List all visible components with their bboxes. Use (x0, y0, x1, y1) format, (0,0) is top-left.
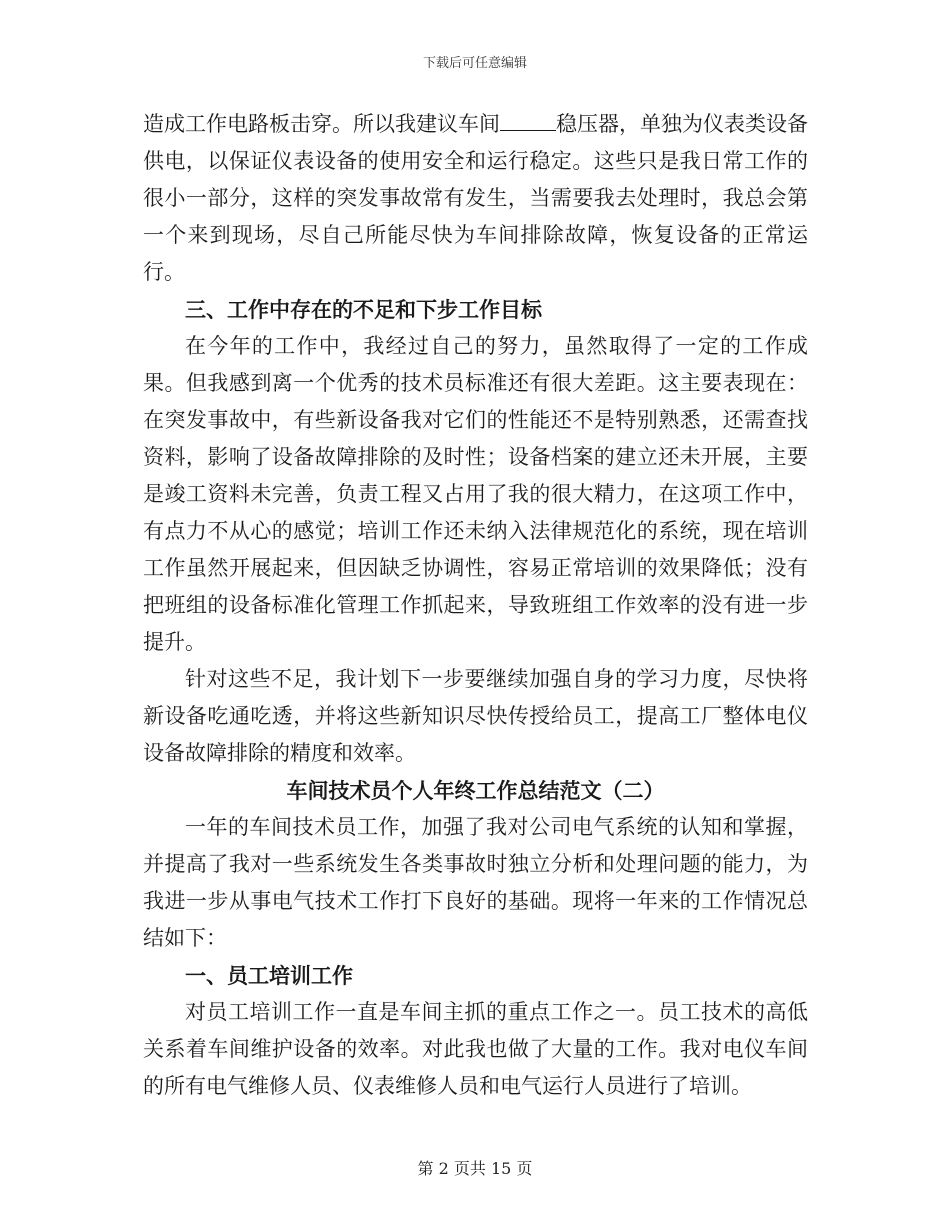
document-body (143, 106, 808, 1105)
paragraph-text: 造成工作电路板击穿。所以我建议车间 (143, 112, 500, 136)
paragraph: 一年的车间技术员工作，加强了我对公司电气系统的认知和掌握，并提高了我对一些系统发生各类事故时独立分析和处理问题的能力，为我进一步从事电气技术工作打下良好的基础。现将一年来的工作情况总结如下： (143, 815, 808, 950)
section-heading: 一、员工培训工作 (185, 963, 353, 988)
paragraph: 对员工培训工作一直是车间主抓的重点工作之一。员工技术的高低关系着车间维护设备的效率。对此我也做了大量的工作。我对电仪车间的所有电气维修人员、仪表维修人员和电气运行人员进行了培训。 (143, 1000, 808, 1098)
paragraph: 针对这些不足，我计划下一步要继续加强自身的学习力度，尽快将新设备吃通吃透，并将这些新知识尽快传授给员工，提高工厂整体电仪设备故障排除的精度和效率。 (143, 667, 808, 765)
paragraph-text: 稳压器，单独为仪表类设备供电，以保证仪表设备的使用安全和运行稳定。这些只是我日常工作的很小一部分，这样的突发事故常有发生，当需要我去处理时，我总会第一个来到现场，尽自己所能尽快为车间排除故障，恢复设备的正常运行。 (143, 112, 808, 284)
paragraph (143, 106, 808, 291)
page-number: 第 2 页共 15 页 (417, 1159, 533, 1178)
page-header: 下载后可任意编辑 (422, 56, 527, 71)
article-title: 车间技术员个人年终工作总结范文（二） (286, 778, 665, 803)
fill-in-blank (500, 112, 556, 131)
paragraph: 在今年的工作中，我经过自己的努力，虽然取得了一定的工作成果。但我感到离一个优秀的技术员标准还有很大差距。这主要表现在：在突发事故中，有些新设备我对它们的性能还不是特别熟悉，还需查找资料，影响了设备故障排除的及时性；设备档案的建立还未开展，主要是竣工资料未完善，负责工程又占用了我的很大精力，在这项工作中，有点力不从心的感觉；培训工作还未纳入法律规范化的系统，现在培训工作虽然开展起来，但因缺乏协调性，容易正常培训的效果降低；没有把班组的设备标准化管理工作抓起来，导致班组工作效率的没有进一步提升。 (143, 334, 808, 654)
section-heading: 三、工作中存在的不足和下步工作目标 (185, 297, 542, 322)
